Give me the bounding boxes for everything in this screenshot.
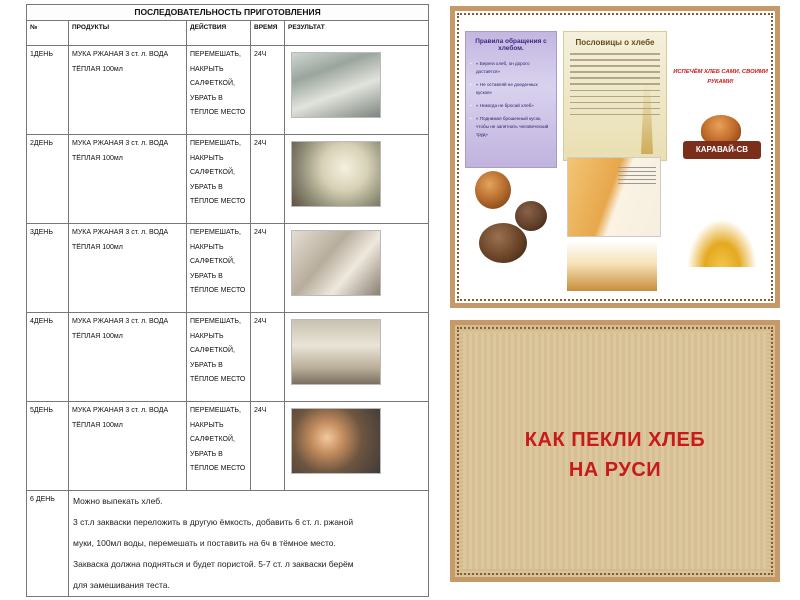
table-row xyxy=(27,313,429,402)
result-cell xyxy=(285,313,429,402)
result-cell xyxy=(285,135,429,224)
products-cell: МУКА РЖАНАЯ 3 ст. л. ВОДА ТЁПЛАЯ 100мл xyxy=(69,46,187,135)
booklet-title-line1: КАК ПЕКЛИ ХЛЕБ xyxy=(524,429,706,451)
result-cell xyxy=(285,46,429,135)
result-photo xyxy=(291,408,381,474)
table-row xyxy=(27,402,429,491)
booklet-inner-panel xyxy=(450,6,780,308)
result-cell xyxy=(285,402,429,491)
actions-cell: ПЕРЕМЕШАТЬ, НАКРЫТЬ САЛФЕТКОЙ, УБРАТЬ В ТЁПЛОЕ МЕСТО xyxy=(187,135,251,224)
bread-composition-text-lines xyxy=(618,164,656,187)
day-label: 2ДЕНЬ xyxy=(27,135,69,224)
table-row xyxy=(27,224,429,313)
cover-burlap-area xyxy=(463,333,767,569)
header-result: РЕЗУЛЬТАТ xyxy=(285,21,429,46)
proverbs-title: Пословицы о хлебе xyxy=(575,38,655,47)
day-label: 6 ДЕНЬ xyxy=(27,491,69,597)
day-label: 1ДЕНЬ xyxy=(27,46,69,135)
bread-rules-card xyxy=(465,31,557,168)
products-cell: МУКА РЖАНАЯ 3 ст. л. ВОДА ТЁПЛАЯ 100мл xyxy=(69,224,187,313)
day-label: 3ДЕНЬ xyxy=(27,224,69,313)
actions-cell: ПЕРЕМЕШАТЬ, НАКРЫТЬ САЛФЕТКОЙ, УБРАТЬ В ТЁПЛОЕ МЕСТО xyxy=(187,46,251,135)
table-row-day6 xyxy=(27,491,429,597)
result-photo xyxy=(291,141,381,207)
wheat-sprig-icon xyxy=(687,219,757,267)
booklet-cover-panel xyxy=(450,320,780,582)
karavai-logo xyxy=(679,115,765,173)
list-item: • « Береги хлеб, он дорого достаётся» xyxy=(476,60,552,76)
result-photo xyxy=(291,230,381,296)
booklet-title xyxy=(463,425,767,485)
actions-cell: ПЕРЕМЕШАТЬ, НАКРЫТЬ САЛФЕТКОЙ, УБРАТЬ В ТЁПЛОЕ МЕСТО xyxy=(187,224,251,313)
products-cell: МУКА РЖАНАЯ 3 ст. л. ВОДА ТЁПЛАЯ 100мл xyxy=(69,135,187,224)
products-cell: МУКА РЖАНАЯ 3 ст. л. ВОДА ТЁПЛАЯ 100мл xyxy=(69,313,187,402)
bread-rules-title: Правила обращения с хлебом. xyxy=(475,38,547,52)
bread-image xyxy=(515,201,547,231)
header-actions: ДЕЙСТВИЯ xyxy=(187,21,251,46)
table-header-row xyxy=(27,21,429,46)
time-cell: 24Ч xyxy=(251,402,285,491)
bread-image xyxy=(475,171,511,209)
bread-image xyxy=(479,223,527,263)
list-item: • « Не оставляй не доеденных кусков» xyxy=(476,81,552,97)
preparation-table xyxy=(26,4,429,597)
table-row xyxy=(27,46,429,135)
slogan-text: ИСПЕЧЁМ ХЛЕБ САМИ, СВОИМИ РУКАМИ! xyxy=(673,69,768,85)
result-photo xyxy=(291,52,381,118)
result-photo xyxy=(291,319,381,385)
brand-ribbon: КАРАВАЙ-СВ xyxy=(683,141,761,159)
products-cell: МУКА РЖАНАЯ 3 ст. л. ВОДА ТЁПЛАЯ 100мл xyxy=(69,402,187,491)
proverbs-card xyxy=(563,31,667,161)
time-cell: 24Ч xyxy=(251,224,285,313)
time-cell: 24Ч xyxy=(251,46,285,135)
day-label: 4ДЕНЬ xyxy=(27,313,69,402)
day6-line: для замешивания теста. xyxy=(73,580,170,590)
list-item: • « Поднимая брошенный кусок, чтобы не запятнать человеческий труд» xyxy=(476,115,552,139)
bread-rules-list xyxy=(466,60,556,139)
result-cell xyxy=(285,224,429,313)
actions-cell: ПЕРЕМЕШАТЬ, НАКРЫТЬ САЛФЕТКОЙ, УБРАТЬ В ТЁПЛОЕ МЕСТО xyxy=(187,313,251,402)
table-title: ПОСЛЕДОВАТЕЛЬНОСТЬ ПРИГОТОВЛЕНИЯ xyxy=(27,5,429,21)
booklet-title-line2: НА РУСИ xyxy=(568,459,662,481)
day6-line: Закваска должна подняться и будет пористой. 5-7 ст. л закваски берём xyxy=(73,559,354,569)
table-row xyxy=(27,135,429,224)
header-time: ВРЕМЯ xyxy=(251,21,285,46)
time-cell: 24Ч xyxy=(251,135,285,224)
wheat-field-image xyxy=(567,241,657,291)
day6-line: 3 ст.л закваски переложить в другую ёмкость, добавить 6 ст. л. ржаной xyxy=(73,517,354,527)
day-label: 5ДЕНЬ xyxy=(27,402,69,491)
actions-cell: ПЕРЕМЕШАТЬ, НАКРЫТЬ САЛФЕТКОЙ, УБРАТЬ В ТЁПЛОЕ МЕСТО xyxy=(187,402,251,491)
bread-composition-card xyxy=(567,157,661,237)
list-item: • « Никогда не бросай хлеб» xyxy=(476,102,552,110)
header-number: № xyxy=(27,21,69,46)
header-products: ПРОДУКТЫ xyxy=(69,21,187,46)
day6-line: муки, 100мл воды, перемешать и поставить на 6ч в тёмное место. xyxy=(73,538,336,548)
time-cell: 24Ч xyxy=(251,313,285,402)
day6-line: Можно выпекать хлеб. xyxy=(73,496,163,506)
day6-instructions xyxy=(69,491,429,597)
